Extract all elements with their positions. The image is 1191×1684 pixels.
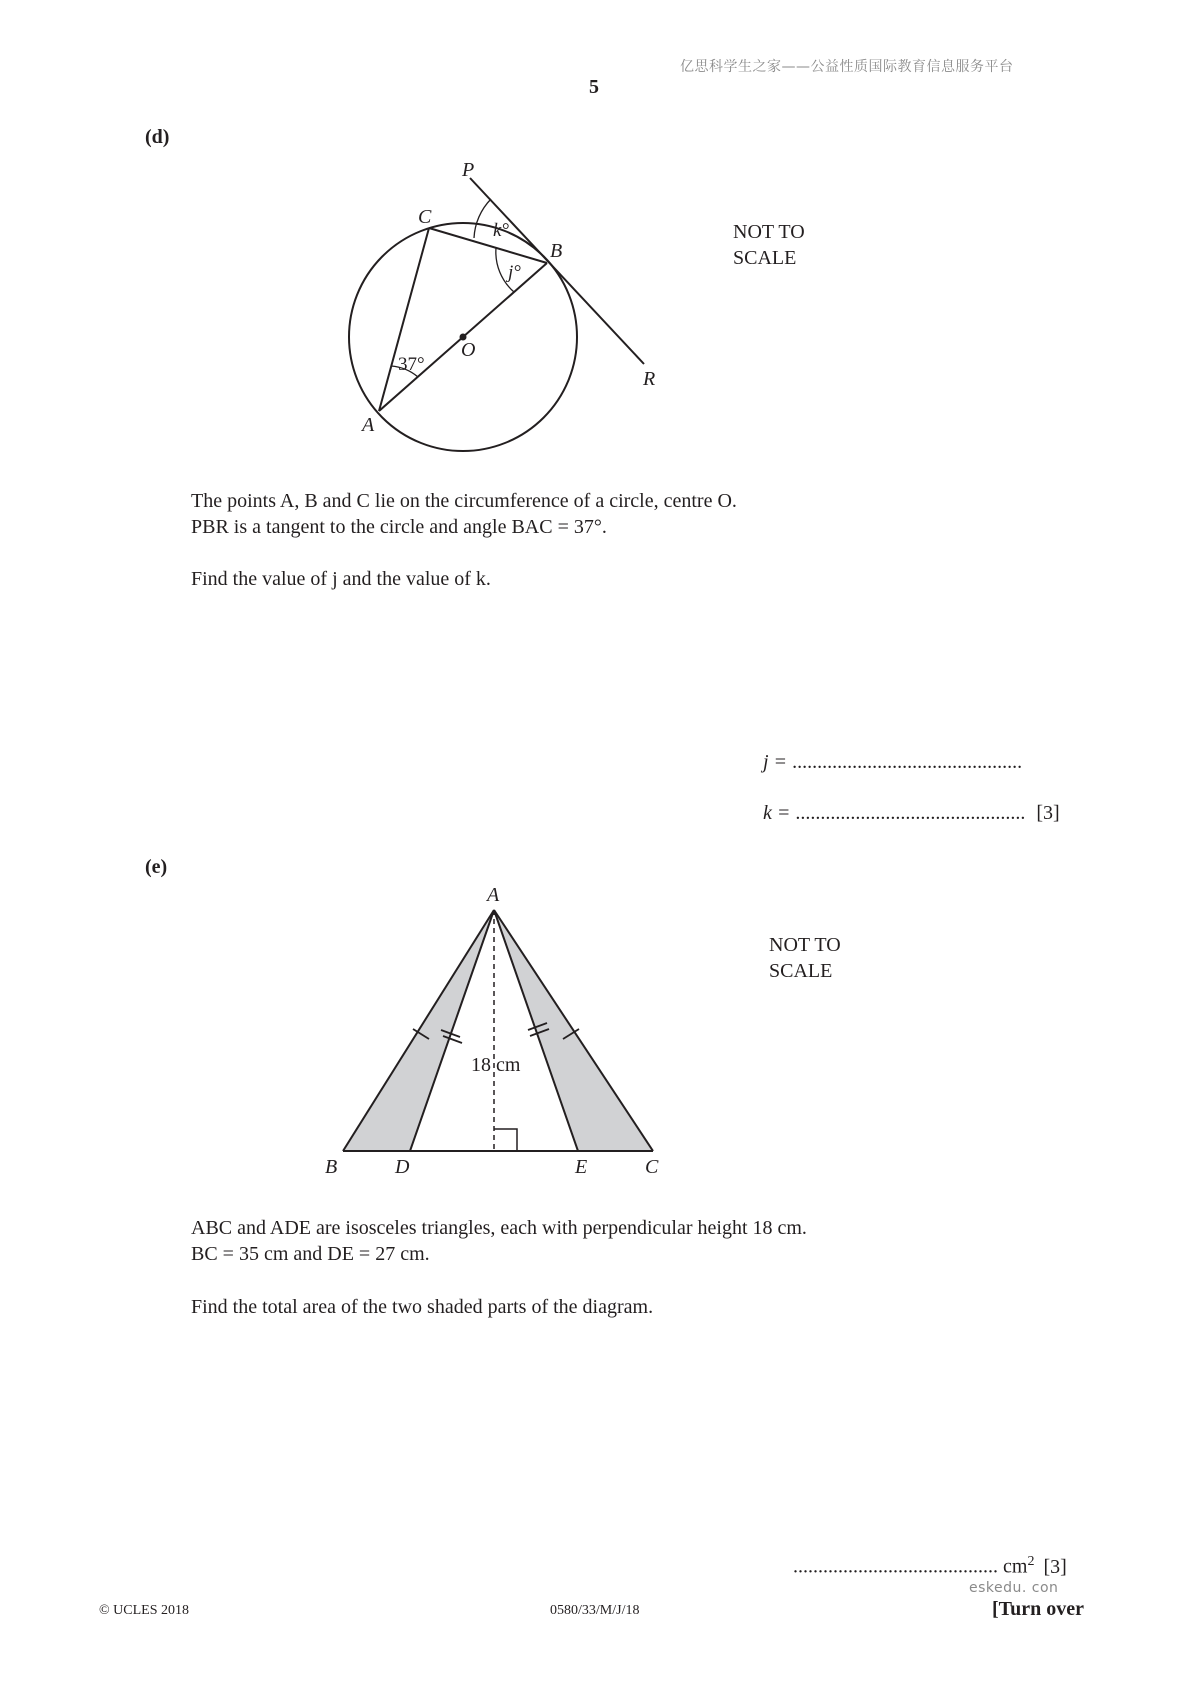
answer-k-label: k = [763,802,791,824]
answer-j-line [763,751,1022,774]
label-height: 18 cm [471,1054,521,1076]
label-p: P [462,159,475,181]
part-e-statement-1: ABC and ADE are isosceles triangles, each with perpendicular height 18 cm. [191,1217,807,1239]
footer-turn-over: [Turn over [992,1598,1085,1620]
label-b: B [550,240,563,262]
not-to-scale-e-line2: SCALE [769,960,833,982]
answer-k-field[interactable]: .............................................. [795,802,1026,824]
answer-k-line [763,802,1060,825]
label-e-c: C [645,1156,659,1178]
header-watermark: 亿思科学生之家——公益性质国际教育信息服务平台 [680,59,1014,75]
label-angle-k: k° [493,220,510,241]
part-d-marks: [3] [1036,802,1060,824]
not-to-scale-d-line2: SCALE [733,247,797,269]
label-angle-j: j° [508,262,521,283]
right-angle-marker [494,1129,517,1151]
answer-area-field[interactable]: ......................................... [793,1555,998,1578]
not-to-scale-d-line1: NOT TO [733,221,805,243]
answer-j-field[interactable]: .............................................. [792,751,1023,773]
label-c: C [418,206,432,228]
footer-site: eskedu. con [969,1580,1059,1596]
label-angle-37: 37° [398,354,425,375]
label-r: R [643,368,656,390]
label-a: A [362,414,375,436]
label-e-d: D [395,1156,410,1178]
answer-j-label: j = [763,751,788,773]
part-e-marks: [3] [1043,1555,1067,1578]
part-e-label: (e) [145,856,168,878]
label-e-b: B [325,1156,338,1178]
page-number: 5 [589,76,599,98]
part-d-question: Find the value of j and the value of k. [191,568,491,590]
part-d-statement-2: PBR is a tangent to the circle and angle BAC = 37°. [191,516,607,538]
footer-copyright: © UCLES 2018 [99,1603,189,1618]
label-e-a: A [487,884,500,906]
angle-arc-k [474,199,491,238]
part-e-question: Find the total area of the two shaded parts of the diagram. [191,1296,654,1318]
part-e-statement-2: BC = 35 cm and DE = 27 cm. [191,1243,430,1265]
chord-ca [379,228,429,411]
not-to-scale-d [733,219,805,271]
label-e-e: E [575,1156,588,1178]
label-o: O [461,339,476,361]
footer-code: 0580/33/M/J/18 [550,1603,640,1618]
chord-cb [429,228,547,263]
part-d-label: (d) [145,126,170,148]
not-to-scale-e-line1: NOT TO [769,934,841,956]
answer-area-line [793,1554,1067,1579]
answer-area-unit: cm [1003,1555,1028,1578]
part-d-statement-1: The points A, B and C lie on the circumference of a circle, centre O. [191,490,737,512]
tangent-line-pbr [470,178,644,364]
not-to-scale-e [769,932,841,984]
answer-area-unit-power: 2 [1027,1554,1035,1569]
